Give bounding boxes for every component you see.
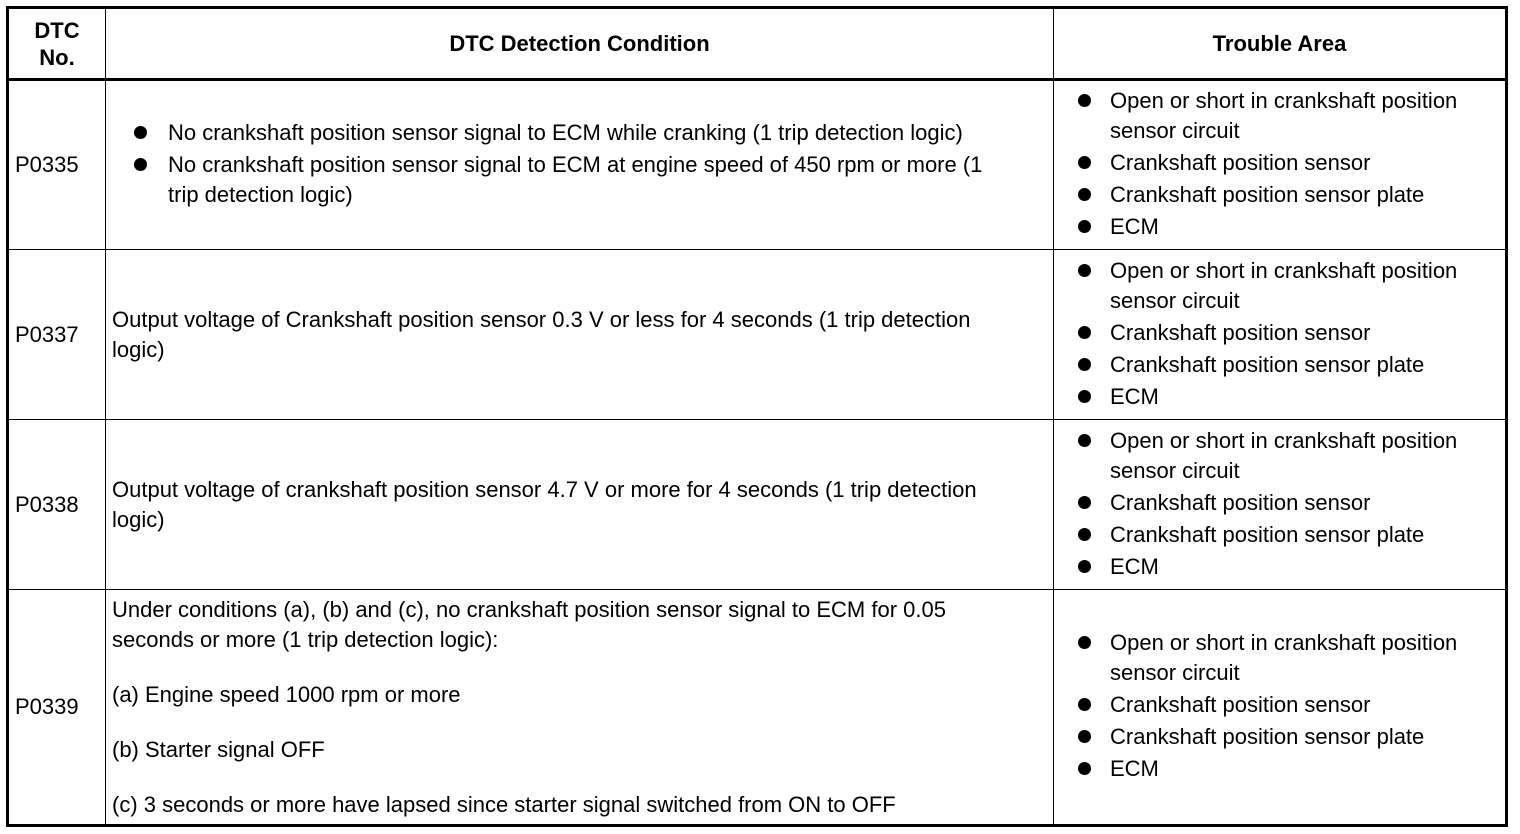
list-item: [112, 150, 1013, 210]
detection-condition: Output voltage of crankshaft position sensor 4.7 V or more for 4 seconds (1 trip detection logic): [106, 420, 1054, 590]
bullet-icon: [134, 158, 147, 171]
bullet-icon: [1078, 762, 1091, 775]
list-item: [1054, 180, 1495, 210]
list-item: [1054, 382, 1495, 412]
trouble-area-list: [1054, 86, 1495, 242]
trouble-area-text: Open or short in crankshaft position sensor circuit: [1110, 427, 1458, 483]
trouble-area: [1054, 250, 1507, 420]
trouble-area-list: [1054, 426, 1495, 582]
list-item: [1054, 86, 1495, 146]
list-item: [1054, 148, 1495, 178]
trouble-area-text: Crankshaft position sensor: [1110, 150, 1371, 175]
detection-condition: [106, 80, 1054, 250]
trouble-area-text: ECM: [1110, 383, 1159, 409]
trouble-area-text: Crankshaft position sensor plate: [1110, 521, 1425, 547]
table-row: [8, 420, 1507, 590]
bullet-icon: [1078, 94, 1091, 107]
list-item: [1054, 520, 1495, 550]
trouble-area: [1054, 420, 1507, 590]
bullet-icon: [1078, 358, 1091, 371]
list-item: [1054, 722, 1495, 752]
dtc-code: P0339: [8, 590, 106, 826]
list-item: [1054, 628, 1495, 688]
trouble-area-text: Open or short in crankshaft position sensor circuit: [1110, 257, 1458, 313]
trouble-area-text: Crankshaft position sensor plate: [1110, 351, 1425, 377]
header-trouble-area: Trouble Area: [1054, 8, 1507, 80]
condition-text: No crankshaft position sensor signal to ECM at engine speed of 450 rpm or more (1 trip detection logic): [168, 152, 983, 207]
detection-condition: Output voltage of Crankshaft position sensor 0.3 V or less for 4 seconds (1 trip detection logic): [106, 250, 1054, 420]
trouble-area-text: Crankshaft position sensor: [1110, 319, 1371, 345]
dtc-table: [6, 6, 1508, 827]
trouble-area-list: [1054, 628, 1495, 784]
trouble-area-list: [1054, 256, 1495, 412]
bullet-icon: [1078, 326, 1091, 339]
table-body: [8, 80, 1507, 826]
list-item: [1054, 552, 1495, 582]
condition-paragraph: (b) Starter signal OFF: [112, 736, 325, 762]
bullet-icon: [1078, 434, 1091, 447]
trouble-area-text: Open or short in crankshaft position sensor circuit: [1110, 630, 1458, 685]
bullet-icon: [1078, 188, 1091, 201]
trouble-area-text: ECM: [1110, 553, 1159, 579]
detection-condition: [106, 590, 1054, 826]
trouble-area-text: Crankshaft position sensor plate: [1110, 182, 1425, 207]
bullet-icon: [1078, 730, 1091, 743]
condition-paragraph: Under conditions (a), (b) and (c), no crankshaft position sensor signal to ECM for 0.05 seconds or more (1 trip detection logic):: [112, 596, 946, 652]
bullet-icon: [1078, 528, 1091, 541]
header-dtc-no: DTC No.: [8, 8, 106, 80]
condition-list: [112, 118, 1013, 210]
trouble-area-text: Open or short in crankshaft position sensor circuit: [1110, 88, 1458, 143]
bullet-icon: [1078, 390, 1091, 403]
trouble-area-text: Crankshaft position sensor: [1110, 692, 1371, 717]
table-row: [8, 80, 1507, 250]
table-row: [8, 590, 1507, 826]
condition-text: No crankshaft position sensor signal to ECM while cranking (1 trip detection logic): [168, 120, 963, 145]
bullet-icon: [1078, 496, 1091, 509]
bullet-icon: [1078, 264, 1091, 277]
table-row: [8, 250, 1507, 420]
list-item: [1054, 212, 1495, 242]
trouble-area-text: ECM: [1110, 756, 1159, 781]
bullet-icon: [1078, 636, 1091, 649]
header-condition: DTC Detection Condition: [106, 8, 1054, 80]
trouble-area-text: ECM: [1110, 214, 1159, 239]
bullet-icon: [134, 126, 147, 139]
dtc-code: P0337: [8, 250, 106, 420]
header-row: [8, 8, 1507, 80]
list-item: [1054, 426, 1495, 486]
trouble-area: [1054, 80, 1507, 250]
bullet-icon: [1078, 560, 1091, 573]
condition-paragraph: (a) Engine speed 1000 rpm or more: [112, 681, 461, 707]
list-item: [1054, 488, 1495, 518]
condition-paragraph: (c) 3 seconds or more have lapsed since starter signal switched from ON to OFF: [112, 791, 896, 817]
list-item: [1054, 256, 1495, 316]
trouble-area: [1054, 590, 1507, 826]
list-item: [112, 118, 1013, 148]
table-header: [8, 8, 1507, 80]
bullet-icon: [1078, 156, 1091, 169]
bullet-icon: [1078, 220, 1091, 233]
list-item: [1054, 350, 1495, 380]
dtc-code: P0335: [8, 80, 106, 250]
dtc-code: P0338: [8, 420, 106, 590]
bullet-icon: [1078, 698, 1091, 711]
list-item: [1054, 690, 1495, 720]
list-item: [1054, 754, 1495, 784]
list-item: [1054, 318, 1495, 348]
trouble-area-text: Crankshaft position sensor: [1110, 489, 1371, 515]
trouble-area-text: Crankshaft position sensor plate: [1110, 724, 1425, 749]
